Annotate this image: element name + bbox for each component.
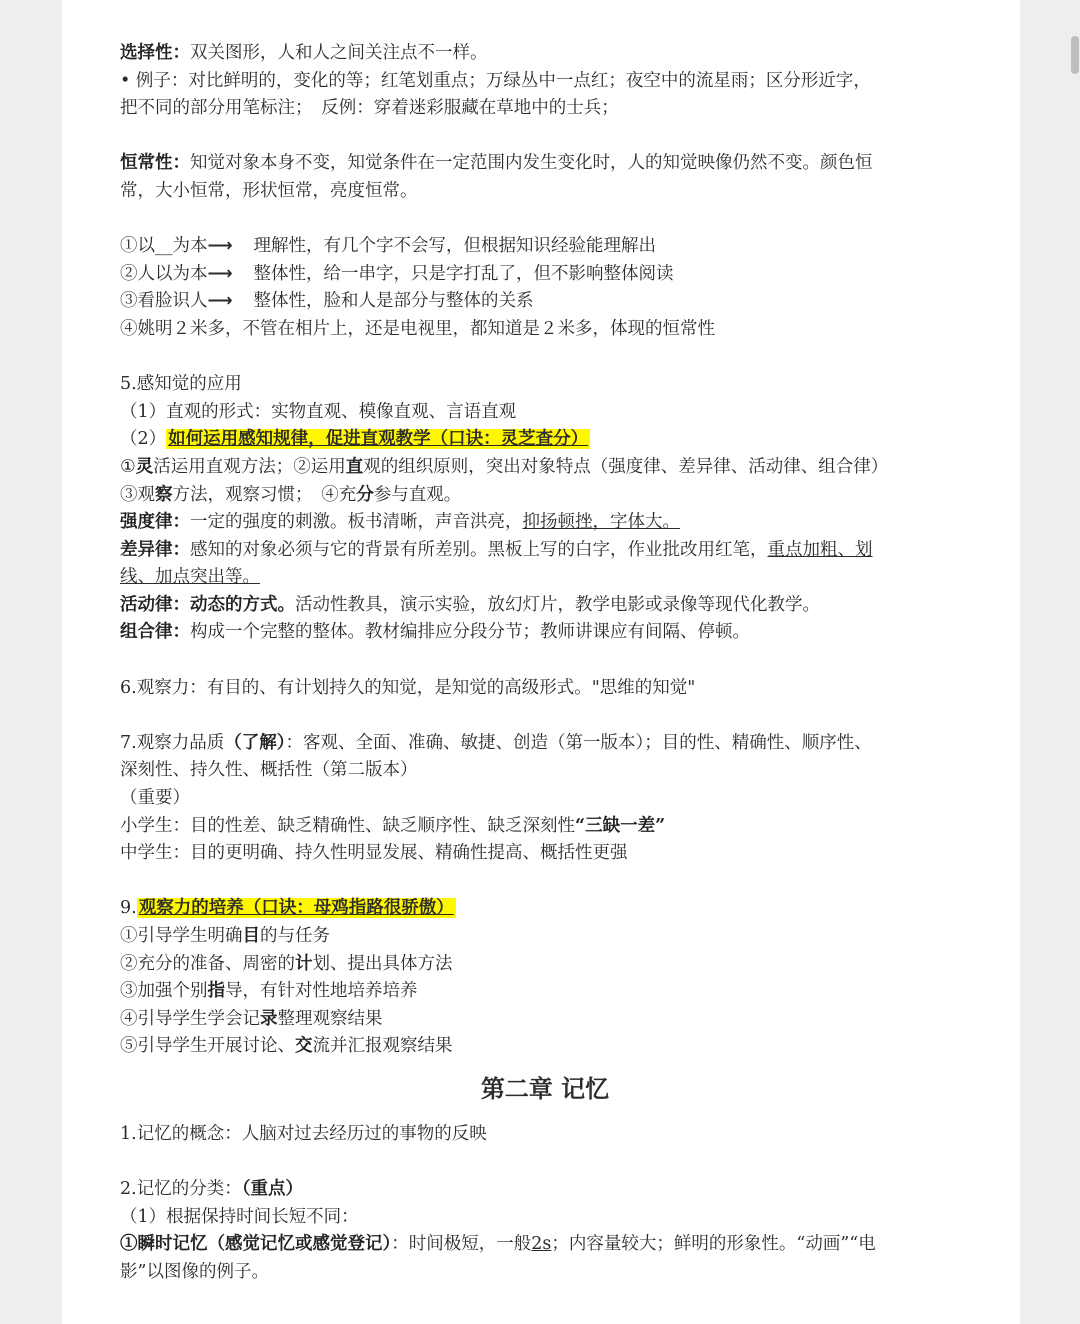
text: 参与直观。 <box>373 484 462 505</box>
section9-item-4 <box>120 1006 970 1034</box>
constancy-line1 <box>120 150 970 178</box>
text: ②充分的准备、周密的 <box>120 953 295 974</box>
section9-item-5 <box>120 1033 970 1061</box>
text: 7.观察力品质 <box>120 732 225 753</box>
arrow-right-icon: ⟶ <box>207 236 233 257</box>
section7-line2: 深刻性、持久性、概括性（第二版本） <box>120 760 418 781</box>
combination-label: 组合律： <box>120 622 190 643</box>
difference-law-line1 <box>120 537 970 565</box>
section9-item-1 <box>120 923 970 951</box>
highlight-mnemonic: 如何运用感知规律，促进直观教学（口诀：灵芝查分） <box>168 429 589 450</box>
intensity-underline: 抑扬顿挫，字体大。 <box>522 512 680 533</box>
sensory-memory-line2: 影”以图像的例子。 <box>120 1261 269 1282</box>
bold-text: “三缺一差” <box>575 815 666 836</box>
bold-char: 计 <box>295 953 313 974</box>
text: 小学生：目的性差、缺乏精确性、缺乏顺序性、缺乏深刻性 <box>120 815 575 836</box>
text: ⑤引导学生开展讨论、 <box>120 1036 295 1057</box>
difference-underline-2: 线、加点突出等。 <box>120 567 260 588</box>
intensity-text: 一定的强度的刺激。板书清晰，声音洪亮， <box>190 512 523 533</box>
section7-line5: 中学生：目的更明确、持久性明显发展、精确性提高、概括性更强 <box>120 843 628 864</box>
intensity-law <box>120 509 970 537</box>
perception-item-2 <box>120 261 970 289</box>
activity-law <box>120 592 970 620</box>
section7-line1 <box>120 730 970 758</box>
item-text: 理解性，有几个字不会写，但根据知识经验能理解出 <box>253 236 656 257</box>
sub2-prefix: （2） <box>120 429 167 450</box>
chapter-heading: 第二章 记忆 <box>480 1074 610 1103</box>
sensory-memory-line1 <box>120 1231 970 1259</box>
text: 活运用直观方法；②运用 <box>153 456 346 477</box>
text: 导，有针对性地培养培养 <box>225 981 418 1002</box>
arrow-right-icon: ⟶ <box>207 263 233 284</box>
constancy-text1: 知觉对象本身不变，知觉条件在一定范围内发生变化时，人的知觉映像仍然不变。颜色恒 <box>190 153 873 174</box>
bold-text: （了解） <box>224 732 286 753</box>
bold-text: （重点） <box>241 1179 303 1200</box>
bold-char: 察 <box>155 484 173 505</box>
text: 整理观察结果 <box>277 1008 383 1029</box>
difference-underline: 重点加粗、划 <box>767 539 873 560</box>
text: 方法，观察习惯； ④充 <box>172 484 357 505</box>
perception-item-3 <box>120 288 970 316</box>
document-page <box>62 0 1020 1324</box>
constancy-line2: 常，大小恒常，形状恒常，亮度恒常。 <box>120 180 418 201</box>
section5-sub1: （1）直观的形式：实物直观、模像直观、言语直观 <box>120 401 517 422</box>
memory-sub1: （1）根据保持时间长短不同： <box>120 1206 359 1227</box>
section5-line-a <box>120 454 970 482</box>
memory-classification <box>120 1176 970 1204</box>
section5-sub2 <box>120 426 970 454</box>
bold-char: 直 <box>345 456 364 477</box>
text: 的与任务 <box>260 926 330 946</box>
text: 2.记忆的分类： <box>120 1179 242 1200</box>
section5-line-b <box>120 482 970 510</box>
text: ①引导学生明确 <box>120 926 243 946</box>
perception-item-4: ④姚明２米多，不管在相片上，还是电视里，都知道是２米多，体现的恒常性 <box>120 318 715 339</box>
section5-title: 5.感知觉的应用 <box>120 374 242 395</box>
text: ③观 <box>120 484 155 505</box>
item-prefix: ③看脸识人 <box>120 291 208 312</box>
bold-char: 指 <box>207 981 225 1002</box>
bold-char: 分 <box>356 484 374 505</box>
section9-item-2 <box>120 951 970 979</box>
combination-text: 构成一个完整的整体。教材编排应分段分节；教师讲课应有间隔、停顿。 <box>190 622 750 643</box>
text: ；内容量较大；鲜明的形象性。“动画”“电 <box>551 1234 876 1255</box>
intensity-label: 强度律： <box>120 512 190 533</box>
scrollbar-thumb[interactable] <box>1071 36 1079 74</box>
bold-char: 灵 <box>135 456 154 477</box>
difference-text: 感知的对象必须与它的背景有所差别。黑板上写的白字，作业批改用红笔， <box>190 539 768 560</box>
text: ：时间极短，一般 <box>391 1234 532 1255</box>
perception-item-1 <box>120 233 970 261</box>
section7-line4 <box>120 813 970 841</box>
section9-title <box>120 895 970 923</box>
selectivity-text: 双关图形，人和人之间关注点不一样。 <box>190 43 488 63</box>
section7-line3: （重要） <box>120 788 190 809</box>
memory-concept: 1.记忆的概念：人脑对过去经历过的事物的反映 <box>120 1123 487 1144</box>
bold-char: 目 <box>242 926 260 946</box>
arrow-right-icon: ⟶ <box>207 291 233 312</box>
text: 划、提出具体方法 <box>312 953 453 974</box>
combination-law <box>120 619 970 647</box>
bold-char: 录 <box>260 1008 278 1029</box>
constancy-label: 恒常性： <box>120 153 190 174</box>
highlight-mnemonic: 观察力的培养（口诀：母鸡指路很骄傲） <box>138 898 454 919</box>
bold-char: 交 <box>295 1036 313 1057</box>
document-content <box>120 40 970 1287</box>
selectivity-example-line2: 把不同的部分用笔标注； 反例：穿着迷彩服藏在草地中的士兵； <box>120 98 619 119</box>
selectivity-line <box>120 40 970 68</box>
text: ① <box>120 456 136 477</box>
item-prefix: ②人以为本 <box>120 263 208 284</box>
difference-label: 差异律： <box>120 539 190 560</box>
activity-label: 活动律：动态的方式。 <box>120 594 295 615</box>
section9-item-3 <box>120 978 970 1006</box>
item-text: 整体性，脸和人是部分与整体的关系 <box>253 291 534 312</box>
text: 流并汇报观察结果 <box>312 1036 453 1057</box>
text: 观的组织原则，突出对象特点（强度律、差异律、活动律、组合律） <box>363 456 889 477</box>
item-text: 整体性，给一串字，只是字打乱了，但不影响整体阅读 <box>253 263 674 284</box>
item-prefix: ①以__为本 <box>120 236 208 257</box>
text: ④引导学生学会记 <box>120 1008 260 1029</box>
duration-underline: 2s <box>531 1234 552 1255</box>
activity-text: 活动性教具，演示实验，放幻灯片，教学电影或录像等现代化教学。 <box>295 594 820 615</box>
scrollbar[interactable] <box>1068 0 1080 1324</box>
text: ③加强个别 <box>120 981 208 1002</box>
text: 9. <box>120 898 137 919</box>
sensory-memory-label: ①瞬时记忆（感觉记忆或感觉登记） <box>120 1234 392 1255</box>
selectivity-example-line1: • 例子：对比鲜明的，变化的等；红笔划重点；万绿丛中一点红；夜空中的流星雨；区分形近字， <box>120 70 871 91</box>
difference-law-line2 <box>120 564 970 592</box>
text: ：客观、全面、准确、敏捷、创造（第一版本）；目的性、精确性、顺序性、 <box>285 732 872 753</box>
selectivity-label: 选择性： <box>120 43 190 63</box>
section6: 6.观察力：有目的、有计划持久的知觉，是知觉的高级形式。"思维的知觉" <box>120 677 696 698</box>
